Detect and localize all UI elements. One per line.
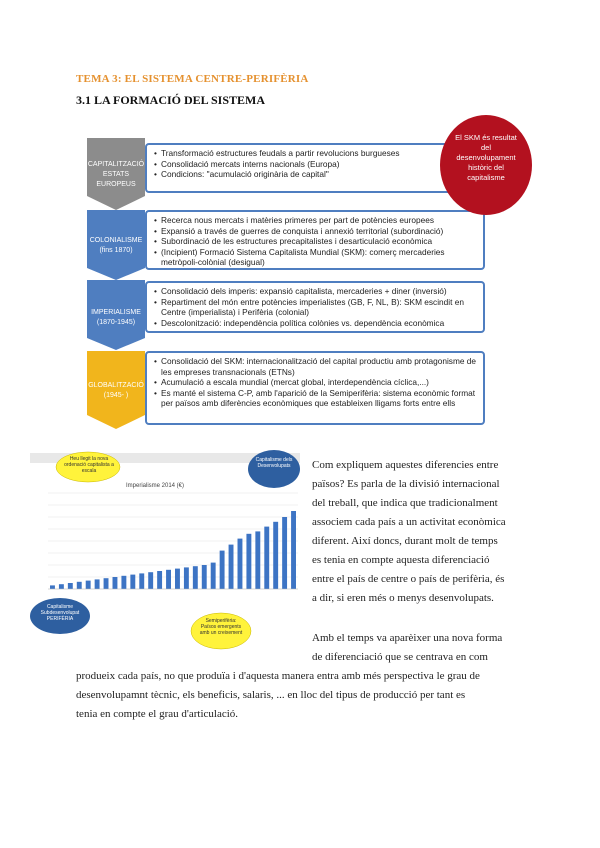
stage-item: • Acumulació a escala mundial (mercat global, interdependència cíclica,...) — [161, 377, 477, 388]
chart-bar — [157, 571, 162, 589]
stage-item: • Repartiment del món entre potències imperialistes (GB, F, NL, B): SKM escindit en Centre (imperialista) i Perifèria (colonial) — [161, 297, 477, 318]
stage-label: CAPITALITZACIÓ ESTATS EUROPEUS — [87, 161, 145, 188]
callout-bubble-top-right — [248, 450, 300, 488]
chart-bar — [166, 570, 171, 589]
chart-bar — [77, 582, 82, 589]
section-title: 3.1 LA FORMACIÓ DEL SISTEMA — [76, 93, 266, 107]
chart-bar — [211, 563, 216, 589]
chart-bar — [175, 569, 180, 589]
callout-text-bottom-left: Capitalisme Subdesenvolupat PERIFÈRIA — [40, 604, 80, 622]
stage-arrow-imperialisme — [87, 280, 145, 350]
stage-item: • Condicions: "acumulació originària de capital" — [161, 169, 477, 180]
stage-label: IMPERIALISME (1870-1945) — [91, 309, 141, 326]
chart-bar — [104, 578, 109, 589]
bar-chart — [20, 449, 303, 658]
stage-label: COLONIALISME (fins 1870) — [89, 237, 143, 254]
chart-bar — [59, 584, 64, 589]
callout-text-top-left: Heu llegit la nova ordenació capitalista a escala — [64, 456, 114, 474]
chart-bar — [193, 566, 198, 589]
paragraph-1: Com expliquem aquestes diferencies entre països? Es parla de la divisió internacional del treball, que indica que tradicionalment associem cada país a un activitat econòmica diferent. Així doncs, durant molt de temps es tenia en compte aquesta diferenciació entre el país de centre o país de perifèria, és a dir, si eren més o menys desenvolupats. — [312, 459, 506, 604]
stage-arrow-colonialisme — [87, 210, 145, 280]
chart-bar — [246, 534, 251, 589]
stage-item: • Recerca nous mercats i matèries primeres per part de potències europees — [161, 215, 477, 226]
tema-title: TEMA 3: EL SISTEMA CENTRE-PERIFÈRIA — [76, 73, 309, 85]
stage-arrow-globalitzacio — [87, 351, 145, 429]
stage-item: • Transformació estructures feudals a partir revolucions burgueses — [161, 148, 477, 159]
stage-item: • Consolidació dels imperis: expansió capitalista, mercaderies + diner (inversió) — [161, 286, 477, 297]
stage-arrow-capitalitzacio — [87, 138, 145, 210]
chart-bar — [148, 572, 153, 589]
chart-container — [20, 449, 303, 658]
chart-bar — [202, 565, 207, 589]
chart-bar — [220, 551, 225, 589]
stage-box-globalitzacio — [145, 351, 485, 425]
chart-bar — [50, 585, 55, 589]
stage-box-capitalitzacio — [145, 143, 485, 193]
skm-note-circle: El SKM és resultat del desenvolupament històric del capitalisme — [440, 115, 532, 215]
stage-item: • Descolonització: independència política colònies vs. dependència econòmica — [161, 318, 477, 329]
chart-bar — [95, 579, 100, 589]
stage-item: • Consolidació mercats interns nacionals (Europa) — [161, 159, 477, 170]
stage-item: • Subordinació de les estructures precapitalistes i desarticulació econòmica — [161, 236, 477, 247]
stage-item: • Consolidació del SKM: internacionalització del capital productiu amb protagonisme de les empreses transnacionals (ETNs) — [161, 356, 477, 377]
stage-item: • Expansió a través de guerres de conquista i annexió territorial (subordinació) — [161, 226, 477, 237]
stage-box-imperialisme — [145, 281, 485, 333]
chart-bar — [68, 583, 73, 589]
chart-bar — [184, 567, 189, 589]
chart-bar — [291, 511, 296, 589]
chart-bar — [130, 575, 135, 589]
chart-bar — [86, 581, 91, 589]
paragraph-2-full: produeix cada país, no que produïa i d'aquesta manera entra amb més perspectiva le grau de desenvolupamnt tècnic, els beneficis, salaris, ... en lloc del tipus de producció per tant es tenia en compte el grau d'articulació. — [76, 670, 480, 720]
chart-bar — [264, 527, 269, 589]
chart-bar — [113, 577, 118, 589]
chart-bar — [238, 539, 243, 589]
stage-item: • Es manté el sistema C-P, amb l'aparició de la Semiperifèria: sistema econòmic format per països amb diferències econòmiques que estableixen lligams forts entre ells — [161, 388, 477, 409]
chart-bar — [273, 522, 278, 589]
stage-item: • (Incipient) Formació Sistema Capitalista Mundial (SKM): comerç mercaderies metròpoli-colònial (desigual) — [161, 247, 477, 268]
chart-bar — [121, 576, 126, 589]
callout-text-bottom-right: Semiperifèria: Països emergents amb un creixement — [199, 618, 243, 636]
chart-bar — [229, 545, 234, 589]
chart-bar — [255, 531, 260, 589]
chart-title: Imperialisme 2014 (€) — [125, 483, 185, 489]
chart-bar — [282, 517, 287, 589]
stage-box-colonialisme — [145, 210, 485, 270]
chart-bar — [139, 573, 144, 589]
paragraph-2-right: Amb el temps va aparèixer una nova forma de diferenciació que se centrava en com — [312, 632, 503, 663]
stage-label: GLOBALITZACIÓ (1945- ) — [88, 382, 144, 399]
callout-text-top-right: Capitalisme dels Desenvolupats — [255, 457, 293, 469]
